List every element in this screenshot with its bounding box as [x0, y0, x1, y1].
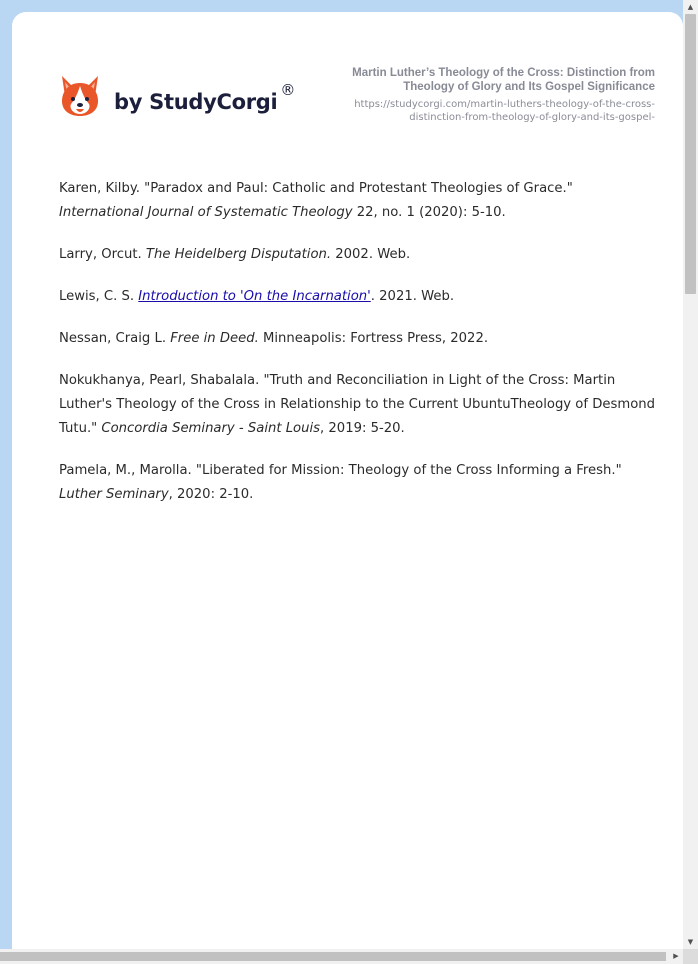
- vertical-scroll-thumb[interactable]: [685, 14, 696, 294]
- horizontal-scroll-thumb[interactable]: [0, 952, 666, 961]
- scroll-right-icon[interactable]: ▶: [673, 952, 679, 960]
- reference-link[interactable]: Introduction to 'On the Incarnation': [138, 289, 371, 304]
- scroll-down-icon[interactable]: ▼: [687, 938, 694, 946]
- horizontal-scrollbar[interactable]: [0, 949, 683, 964]
- reference-item: Nokukhanya, Pearl, Shabalala. "Truth and Reconciliation in Light of the Cross: Martin Luther's Theology of the Cross in Relationship to the Current UbuntuTheology of Desmond Tutu." Concordia Seminary - Saint Louis, 2019: 5-20.: [59, 373, 655, 436]
- scroll-up-icon[interactable]: ▲: [687, 3, 694, 11]
- document-page: [12, 12, 683, 952]
- document-header-meta: [315, 66, 655, 124]
- document-url[interactable]: https://studycorgi.com/martin-luthers-theology-of-the-cross-distinction-from-theology-of-glory-and-its-gospel-: [354, 99, 655, 123]
- reference-item: Larry, Orcut. The Heidelberg Disputation. 2002. Web.: [59, 247, 411, 262]
- corgi-logo-icon: [59, 74, 101, 118]
- reference-item: Pamela, M., Marolla. "Liberated for Mission: Theology of the Cross Informing a Fresh." Luther Seminary, 2020: 2-10.: [59, 463, 622, 502]
- reference-item: Nessan, Craig L. Free in Deed. Minneapolis: Fortress Press, 2022.: [59, 331, 489, 346]
- document-title: Martin Luther’s Theology of the Cross: Distinction from Theology of Glory and Its Gospel Significance: [352, 67, 655, 93]
- reference-item: Lewis, C. S. Introduction to 'On the Incarnation'. 2021. Web.: [59, 289, 455, 304]
- vertical-scrollbar[interactable]: [683, 0, 698, 949]
- scrollbar-corner: [683, 949, 698, 964]
- reference-list: [59, 177, 659, 525]
- registered-mark: ®: [280, 80, 296, 99]
- brand-name: by StudyCorgi ®: [114, 80, 296, 114]
- studycorgi-logo[interactable]: [59, 74, 295, 118]
- reference-item: Karen, Kilby. "Paradox and Paul: Catholic and Protestant Theologies of Grace." International Journal of Systematic Theology 22, no. 1 (2020): 5-10.: [59, 181, 573, 220]
